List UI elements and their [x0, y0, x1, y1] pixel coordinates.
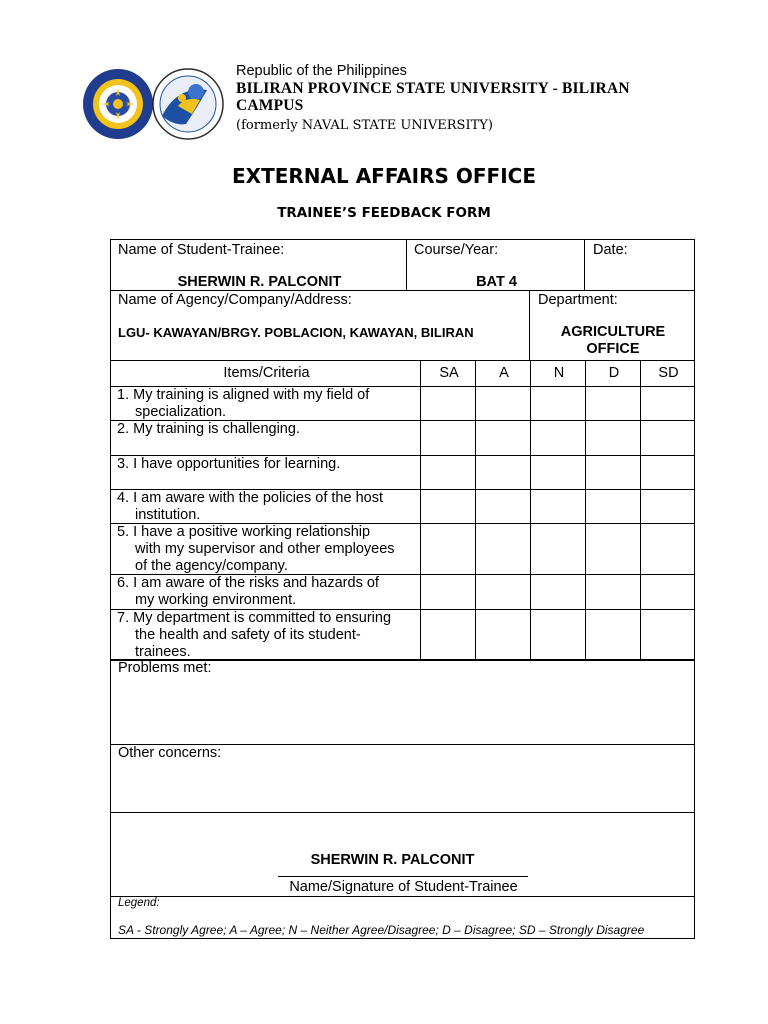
rating-cell-sa[interactable]: [420, 574, 476, 610]
rating-cell-sa[interactable]: [420, 386, 476, 421]
criteria-item-cell: [110, 574, 421, 610]
criteria-item-text: [117, 610, 417, 661]
rating-cell-sa[interactable]: [420, 489, 476, 524]
office-title: EXTERNAL AFFAIRS OFFICE: [231, 164, 536, 188]
criteria-item-cell: [110, 420, 421, 456]
d-header-cell: [585, 360, 641, 387]
criteria-item-text: [117, 575, 417, 609]
criteria-item-text: [117, 387, 417, 421]
legend-title: Legend:: [118, 897, 160, 909]
agency-label: Name of Agency/Company/Address:: [118, 292, 352, 308]
sa-header: SA: [439, 365, 459, 381]
criteria-item-line: my working environment.: [135, 592, 297, 608]
rating-cell-d[interactable]: [585, 489, 641, 524]
criteria-item-line: 4. I am aware with the policies of the host: [117, 490, 383, 506]
student-name-cell[interactable]: [110, 239, 407, 291]
university-seal-icon: [82, 66, 227, 142]
criteria-item-text: [117, 490, 417, 524]
criteria-header: Items/Criteria: [223, 365, 310, 381]
rating-cell-a[interactable]: [475, 609, 531, 661]
d-header: D: [608, 365, 620, 381]
legend-cell: [110, 896, 695, 939]
rating-cell-d[interactable]: [585, 574, 641, 610]
department-cell[interactable]: [529, 290, 695, 361]
criteria-item-line: specialization.: [135, 404, 227, 420]
rating-cell-n[interactable]: [530, 523, 586, 575]
university-name: [236, 80, 706, 114]
rating-cell-sa[interactable]: [420, 523, 476, 575]
rating-cell-d[interactable]: [585, 420, 641, 456]
course-year-cell[interactable]: [406, 239, 585, 291]
n-header-cell: [530, 360, 586, 387]
criteria-item-line: 1. My training is aligned with my field of: [117, 387, 370, 403]
sd-header: SD: [658, 365, 679, 381]
rating-cell-d[interactable]: [585, 523, 641, 575]
rating-cell-n[interactable]: [530, 574, 586, 610]
criteria-item-line: of the agency/company.: [135, 558, 288, 574]
criteria-item-text: [117, 524, 417, 575]
rating-cell-a[interactable]: [475, 420, 531, 456]
criteria-item-line: 5. I have a positive working relationship: [117, 524, 371, 540]
formerly-line: (formerly NAVAL STATE UNIVERSITY): [236, 118, 493, 133]
problems-label: Problems met:: [118, 660, 212, 676]
criteria-item-line: 7. My department is committed to ensuring: [117, 610, 392, 626]
criteria-item-line: the health and safety of its student-: [135, 627, 361, 643]
student-name-value: SHERWIN R. PALCONIT: [177, 274, 342, 290]
university-name-line1: BILIRAN PROVINCE STATE UNIVERSITY - BILIRAN: [236, 80, 630, 97]
criteria-item-text: [117, 421, 417, 438]
department-label: Department:: [538, 292, 618, 308]
concerns-cell[interactable]: [110, 744, 695, 813]
a-header-cell: [475, 360, 531, 387]
rating-cell-n[interactable]: [530, 386, 586, 421]
rating-cell-sa[interactable]: [420, 609, 476, 661]
rating-cell-sd[interactable]: [640, 489, 695, 524]
rating-cell-a[interactable]: [475, 523, 531, 575]
feedback-form: [110, 239, 695, 939]
problems-cell[interactable]: [110, 659, 695, 745]
sd-header-cell: [640, 360, 695, 387]
criteria-item-line: 2. My training is challenging.: [117, 421, 300, 437]
rating-cell-n[interactable]: [530, 489, 586, 524]
criteria-item-cell: [110, 489, 421, 524]
rating-cell-d[interactable]: [585, 386, 641, 421]
criteria-item-text: [117, 456, 417, 473]
criteria-item-cell: [110, 386, 421, 421]
criteria-item-cell: [110, 609, 421, 661]
rating-cell-sa[interactable]: [420, 420, 476, 456]
rating-cell-sd[interactable]: [640, 420, 695, 456]
signature-line: [278, 876, 528, 877]
rating-cell-d[interactable]: [585, 609, 641, 661]
agency-cell[interactable]: [110, 290, 530, 361]
signature-cell[interactable]: [110, 812, 695, 897]
rating-cell-sd[interactable]: [640, 455, 695, 490]
republic-line: Republic of the Philippines: [236, 63, 407, 79]
rating-cell-sd[interactable]: [640, 574, 695, 610]
department-value-line1: AGRICULTURE: [560, 324, 666, 340]
rating-cell-n[interactable]: [530, 609, 586, 661]
criteria-item-line: institution.: [135, 507, 201, 523]
rating-cell-a[interactable]: [475, 386, 531, 421]
rating-cell-a[interactable]: [475, 489, 531, 524]
criteria-item-line: trainees.: [135, 644, 191, 660]
rating-cell-sd[interactable]: [640, 609, 695, 661]
rating-cell-sa[interactable]: [420, 455, 476, 490]
concerns-label: Other concerns:: [118, 745, 222, 761]
form-title: TRAINEE’S FEEDBACK FORM: [277, 205, 491, 221]
criteria-item-cell: [110, 523, 421, 575]
sa-header-cell: [420, 360, 476, 387]
a-header: A: [499, 365, 509, 381]
rating-cell-n[interactable]: [530, 420, 586, 456]
header-text: [236, 62, 706, 135]
criteria-item-line: 3. I have opportunities for learning.: [117, 456, 341, 472]
rating-cell-a[interactable]: [475, 455, 531, 490]
rating-cell-n[interactable]: [530, 455, 586, 490]
rating-cell-a[interactable]: [475, 574, 531, 610]
criteria-item-cell: [110, 455, 421, 490]
legend-text: SA - Strongly Agree; A – Agree; N – Neither Agree/Disagree; D – Disagree; SD – Strongly Disagree: [118, 923, 645, 937]
course-year-label: Course/Year:: [414, 242, 499, 258]
rating-cell-sd[interactable]: [640, 386, 695, 421]
criteria-item-line: 6. I am aware of the risks and hazards of: [117, 575, 379, 591]
course-year-value: BAT 4: [476, 274, 517, 290]
signature-name: SHERWIN R. PALCONIT: [310, 852, 475, 868]
agency-value: LGU- KAWAYAN/BRGY. POBLACION, KAWAYAN, BILIRAN: [118, 325, 474, 340]
university-name-line2: CAMPUS: [236, 97, 304, 114]
n-header: N: [553, 365, 565, 381]
criteria-header-cell: [110, 360, 421, 387]
criteria-item-line: with my supervisor and other employees: [135, 541, 395, 557]
signature-caption: Name/Signature of Student-Trainee: [289, 879, 518, 895]
rating-cell-sd[interactable]: [640, 523, 695, 575]
rating-cell-d[interactable]: [585, 455, 641, 490]
date-cell[interactable]: [584, 239, 695, 291]
department-value-line2: OFFICE: [586, 341, 640, 357]
student-name-label: Name of Student-Trainee:: [118, 242, 285, 258]
date-label: Date:: [593, 242, 628, 258]
header-logos: [82, 66, 227, 142]
